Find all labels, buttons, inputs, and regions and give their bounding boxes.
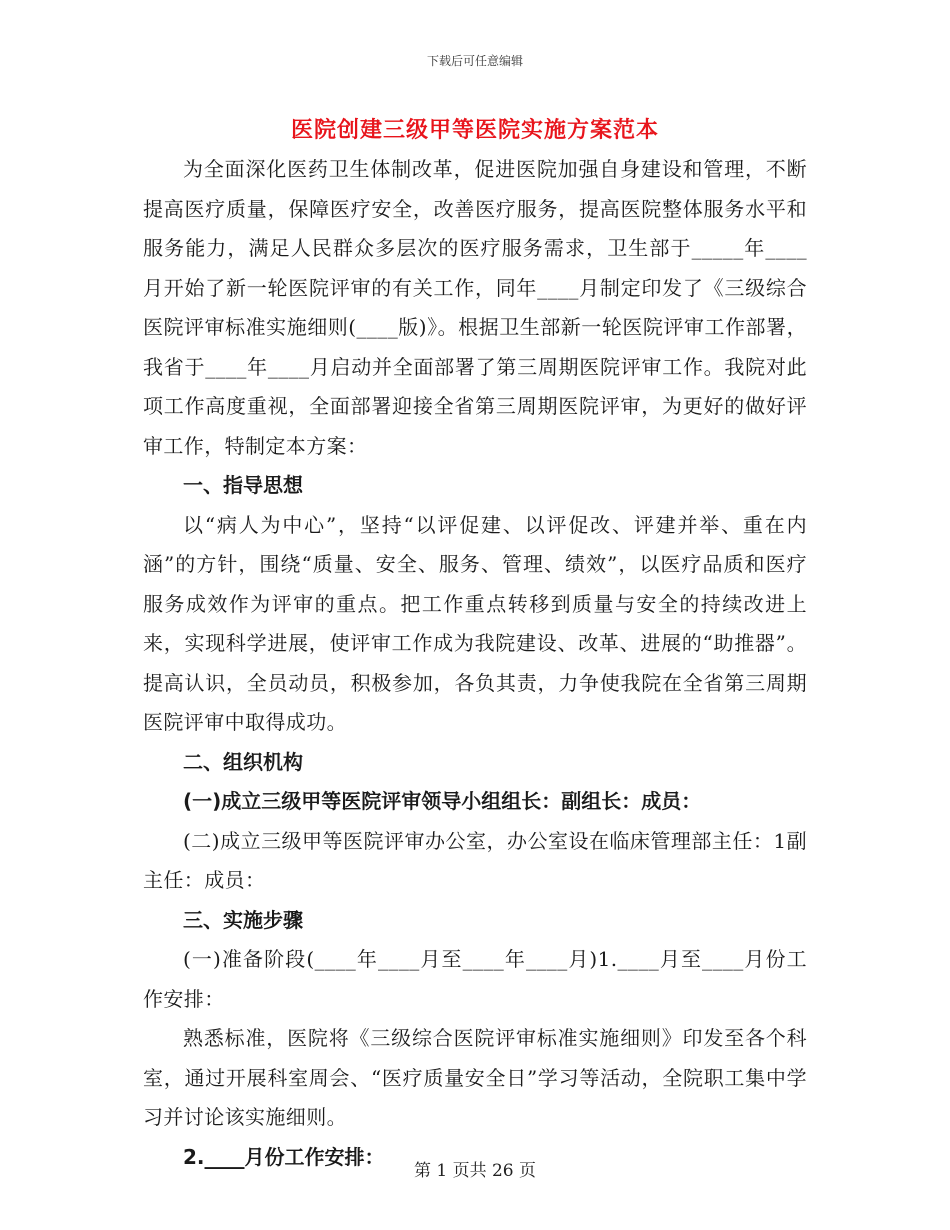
section-heading-guiding-ideology: 一、指导思想 bbox=[183, 473, 303, 497]
page-number-footer: 第 1 页共 26 页 bbox=[413, 1161, 537, 1181]
guiding-ideology-paragraph: 以“病人为中心”，坚持“以评促建、以评促改、评建并举、重在内涵”的方针，围绕“质量、安全、服务、管理、绩效”，以医疗品质和医疗服务成效作为评审的重点。把工作重点转移到质量与安全的持续改进上来，实现科学进展，使评审工作成为我院建设、改革、进展的“助推器”。提高认识，全员动员，积极参加，各负其责，力争使我院在全省第三周期医院评审中取得成功。 bbox=[143, 512, 807, 734]
step-2-heading: 2.____月份工作安排： bbox=[183, 1144, 385, 1169]
subsection-leadership-group: (一)成立三级甲等医院评审领导小组组长：副组长：成员： bbox=[183, 789, 702, 813]
document-title: 医院创建三级甲等医院实施方案范本 bbox=[290, 118, 659, 143]
section-heading-implementation-steps: 三、实施步骤 bbox=[183, 907, 303, 932]
familiarize-standards-paragraph: 熟悉标准，医院将《三级综合医院评审标准实施细则》印发至各个科室，通过开展科室周会、“医疗质量安全日”学习等活动，全院职工集中学习并讨论该实施细则。 bbox=[143, 1026, 807, 1129]
review-office-paragraph: (二)成立三级甲等医院评审办公室，办公室设在临床管理部主任：1副主任：成员： bbox=[143, 828, 807, 892]
section-heading-organization: 二、组织机构 bbox=[183, 749, 303, 774]
intro-paragraph: 为全面深化医药卫生体制改革，促进医院加强自身建设和管理，不断提高医疗质量，保障医疗安全，改善医疗服务，提高医院整体服务水平和服务能力，满足人民群众多层次的医疗服务需求，卫生部于_____年____月开始了新一轮医院评审的有关工作，同年____月制定印发了《三级综合医院评审标准实施细则(____版)》。根据卫生部新一轮医院评审工作部署，我省于____年____月启动并全面部署了第三周期医院评审工作。我院对此项工作高度重视，全面部署迎接全省第三周期医院评审，为更好的做好评审工作，特制定本方案： bbox=[143, 157, 807, 458]
page-header-note: 下载后可任意编辑 bbox=[426, 54, 523, 68]
preparation-stage-paragraph: (一)准备阶段(____年____月至____年____月)1.____月至____月份工作安排： bbox=[143, 947, 807, 1011]
document-body bbox=[143, 150, 807, 1177]
